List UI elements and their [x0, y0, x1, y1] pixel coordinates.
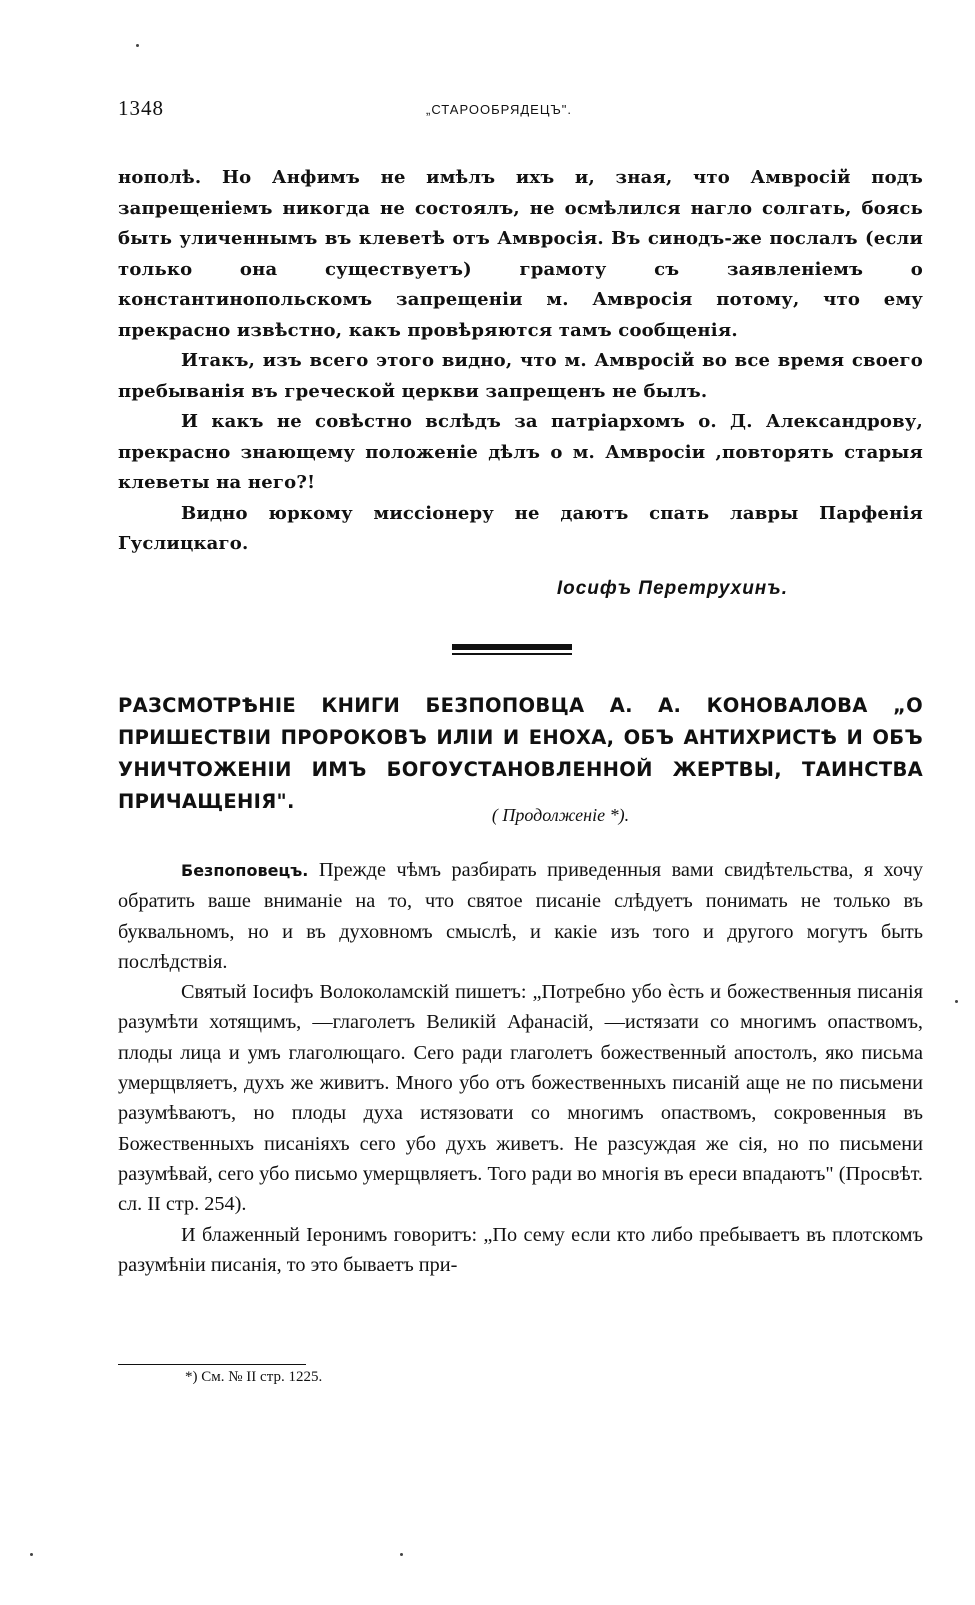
- scan-speck: [30, 1553, 33, 1556]
- journal-title: „СТАРООБРЯДЕЦЪ".: [426, 102, 572, 117]
- footnote-rule: [118, 1364, 306, 1365]
- paragraph: Видно юркому миссіонеру не даютъ спать лавры Парфенія Гуслицкаго.: [118, 502, 923, 554]
- running-head: [118, 96, 918, 126]
- author-signature: Іосифъ Перетрухинъ.: [556, 578, 788, 599]
- paragraph-text: Прежде чѣмъ разбирать приведенныя вами свидѣтельства, я хочу обратить ваше вниманіе на то, что святое писаніе слѣдуетъ понимать не только въ буквальномъ, но и въ духовномъ смыслѣ, и какіе изъ того и другого могутъ быть послѣдствія.: [118, 859, 923, 973]
- section-separator: [452, 644, 572, 658]
- scan-speck: [136, 44, 139, 47]
- paragraph: [118, 855, 923, 977]
- separator-thin-rule: [452, 653, 572, 655]
- paragraph: И блаженный Іеронимъ говоритъ: „По сему если кто либо пребываетъ въ плотскомъ разумѣніи писанія, то это бываетъ при-: [118, 1223, 923, 1276]
- scan-speck: [955, 1000, 958, 1003]
- scan-speck: [400, 1553, 403, 1556]
- paragraph: Итакъ, изъ всего этого видно, что м. Амвросій во все время своего пребыванія въ греческой церкви запрещенъ не былъ.: [118, 350, 923, 402]
- text-block-lower: [118, 855, 923, 1280]
- page-number: 1348: [118, 96, 164, 120]
- footnote: *) См. № II стр. 1225.: [185, 1369, 323, 1385]
- continuation-note: ( Продолженіе *).: [491, 805, 630, 825]
- article-title: РАЗСМОТРѢНІЕ КНИГИ БЕЗПОПОВЦА А. А. КОНОВАЛОВА „О ПРИШЕСТВІИ ПРОРОКОВЪ ИЛІИ И ЕНОХА, ОБЪ АНТИХРИСТѢ И ОБЪ УНИЧТОЖЕНІИ ИМЪ БОГОУСТАНОВЛЕННОЙ ЖЕРТВЫ, ТАИНСТВА ПРИЧАЩЕНІЯ".: [118, 694, 923, 813]
- paragraph: нополѣ. Но Анфимъ не имѣлъ ихъ и, зная, что Амвросій подъ запрещеніемъ никогда не состоялъ, не осмѣлился нагло солгать, боясь быть уличеннымъ въ клеветѣ отъ Амвросія. Въ синодъ-же послалъ (если только она существуетъ) грамоту съ заявленіемъ о константинопольскомъ запрещеніи м. Амвросія потому, что ему прекрасно извѣстно, какъ провѣряются тамъ сообщенія.: [118, 167, 923, 341]
- paragraph: Святый Іосифъ Волоколамскій пишетъ: „Потребно убо ѐсть и божественныя писанія разумѣти хотящимъ, —глаголетъ Великій Афанасій, —истязати со многимъ опаствомъ, плоды лица и умъ глаголющаго. Сего ради глаголетъ божественный апостолъ, яко письма умерщвляетъ, духъ же живитъ. Много убо отъ божественныхъ писаній аще не по письмени разумѣваютъ, но плоды духа истязовати со многимъ опаствомъ, сокровенныя въ Божественныхъ писаніяхъ сего убо духъ живетъ. Не разсуждая же сія, но по письмени разумѣвай, сего убо письмо умерщвляетъ. Того ради во многія въ ереси впадаютъ" (Просвѣт. сл. II стр. 254).: [118, 981, 923, 1216]
- separator-thick-rule: [452, 644, 572, 650]
- paragraph: И какъ не совѣстно вслѣдъ за патріархомъ о. Д. Александрову, прекрасно знающему положеніе дѣлъ о м. Амвросіи ,повторять старыя клеветы на него?!: [118, 411, 923, 493]
- text-block-upper: [118, 163, 923, 560]
- speaker-label: Безпоповецъ.: [181, 861, 309, 880]
